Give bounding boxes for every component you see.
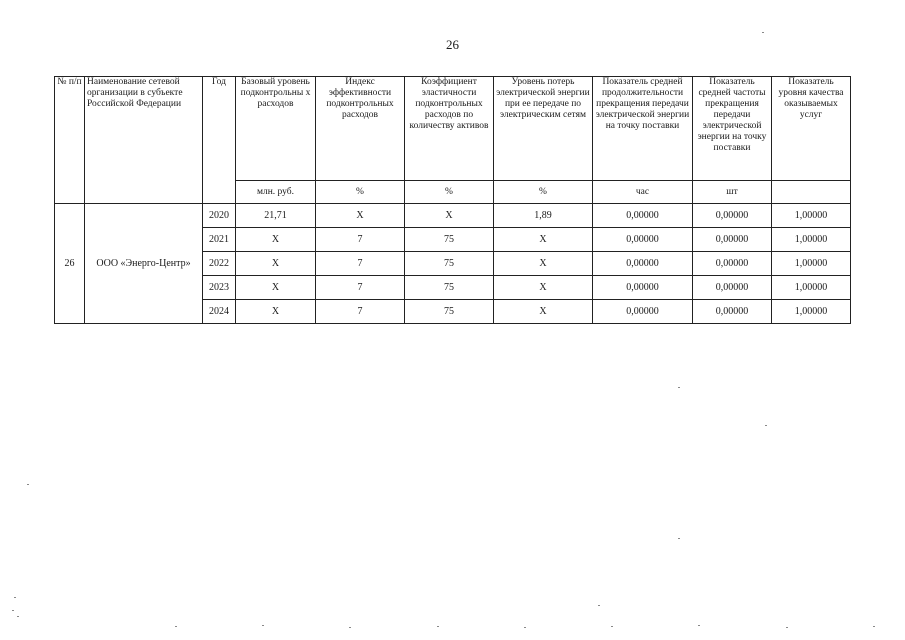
cell-frequency: 0,00000 [693,204,772,228]
cell-base-level: 21,71 [236,204,316,228]
page-number: 26 [446,37,459,52]
unit-base-level: млн. руб. [236,181,316,204]
cell-frequency: 0,00000 [693,228,772,252]
scan-speck [765,425,767,426]
cell-duration: 0,00000 [593,204,693,228]
cell-duration: 0,00000 [593,276,693,300]
header-duration: Показатель средней продолжительности прекращения передачи электрической энергии на точку поставки [593,77,693,181]
cell-efficiency-index: 7 [316,228,405,252]
cell-year: 2024 [203,300,236,324]
table-row [55,204,851,228]
cell-quality: 1,00000 [772,228,851,252]
unit-elasticity: % [405,181,494,204]
cell-base-level: X [236,228,316,252]
cell-elasticity: 75 [405,300,494,324]
cell-efficiency-index: 7 [316,300,405,324]
cell-quality: 1,00000 [772,276,851,300]
scan-speck [678,538,680,539]
cell-losses: X [494,228,593,252]
cell-base-level: X [236,276,316,300]
cell-losses: X [494,300,593,324]
cell-losses: X [494,276,593,300]
scan-speck [611,626,613,627]
cell-year: 2020 [203,204,236,228]
cell-year: 2023 [203,276,236,300]
unit-quality [772,181,851,204]
header-quality: Показатель уровня качества оказываемых услуг [772,77,851,181]
scan-speck [17,616,19,617]
scan-speck [175,626,177,627]
cell-elasticity: 75 [405,276,494,300]
tariff-parameters-table [54,76,851,324]
header-number: № п/п [55,77,85,204]
header-row [55,77,851,181]
cell-efficiency-index: X [316,204,405,228]
cell-year: 2022 [203,252,236,276]
cell-duration: 0,00000 [593,300,693,324]
scan-speck [349,627,351,628]
cell-frequency: 0,00000 [693,276,772,300]
scan-speck [437,626,439,627]
cell-losses: X [494,252,593,276]
cell-elasticity: X [405,204,494,228]
organization-name: ООО «Энерго-Центр» [85,204,203,324]
cell-quality: 1,00000 [772,252,851,276]
cell-quality: 1,00000 [772,204,851,228]
cell-frequency: 0,00000 [693,252,772,276]
cell-efficiency-index: 7 [316,276,405,300]
scan-speck [786,627,788,628]
unit-frequency: шт [693,181,772,204]
scan-speck [524,627,526,628]
cell-duration: 0,00000 [593,228,693,252]
scan-speck [762,32,764,33]
header-organization: Наименование сетевой организации в субъекте Российской Федерации [85,77,203,204]
cell-base-level: X [236,300,316,324]
scan-speck [678,387,680,388]
scan-speck [14,597,16,598]
header-frequency: Показатель средней частоты прекращения передачи электрической энергии на точку поставки [693,77,772,181]
cell-losses: 1,89 [494,204,593,228]
header-base-level: Базовый уровень подконтрольны х расходов [236,77,316,181]
scan-speck [598,605,600,606]
cell-year: 2021 [203,228,236,252]
unit-efficiency-index: % [316,181,405,204]
header-year: Год [203,77,236,204]
cell-duration: 0,00000 [593,252,693,276]
cell-efficiency-index: 7 [316,252,405,276]
cell-quality: 1,00000 [772,300,851,324]
header-elasticity: Коэффициент эластичности подконтрольных расходов по количеству активов [405,77,494,181]
scan-speck [27,484,29,485]
scan-speck [12,610,14,611]
unit-losses: % [494,181,593,204]
scan-speck [698,625,700,626]
cell-elasticity: 75 [405,252,494,276]
cell-frequency: 0,00000 [693,300,772,324]
scan-speck [262,625,264,626]
header-efficiency-index: Индекс эффективности подконтрольных расходов [316,77,405,181]
scan-speck [873,626,875,627]
header-losses: Уровень потерь электрической энергии при ее передаче по электрическим сетям [494,77,593,181]
unit-duration: час [593,181,693,204]
cell-elasticity: 75 [405,228,494,252]
cell-base-level: X [236,252,316,276]
row-number: 26 [55,204,85,324]
